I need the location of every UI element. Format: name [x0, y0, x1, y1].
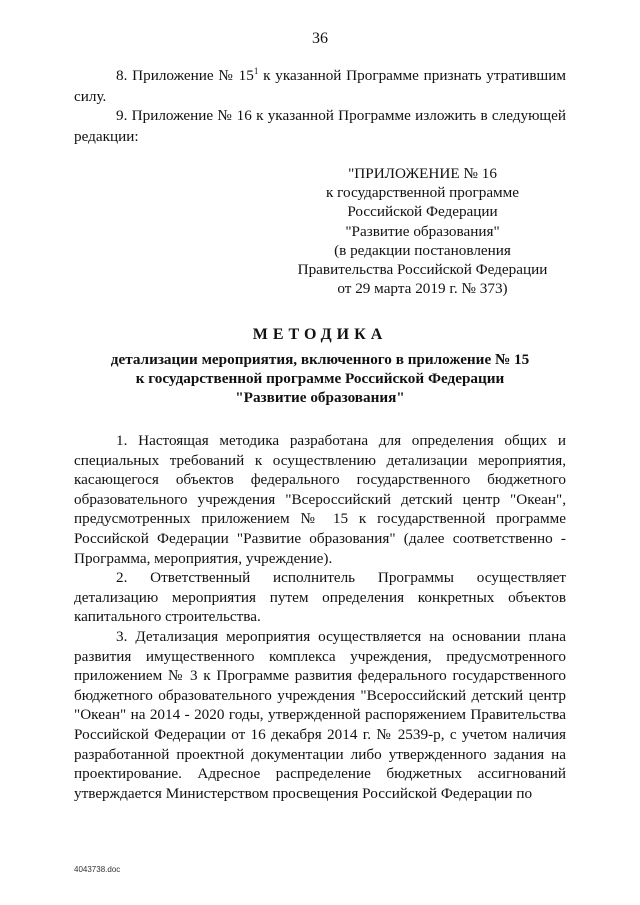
item-8-superscript: 1 — [253, 65, 259, 76]
appendix-header — [290, 164, 555, 298]
appendix-line: к государственной программе — [325, 184, 520, 202]
appendix-line: "Развитие образования" — [345, 222, 500, 240]
item-9-paragraph: 9. Приложение № 16 к указанной Программе изложить в следующей редакции: — [74, 107, 566, 145]
subheading-line: детализации мероприятия, включенного в приложение № 15 — [110, 351, 530, 368]
footer-file-code: 4043738.doc — [74, 865, 121, 874]
appendix-line: (в редакции постановления — [334, 241, 511, 259]
body-paragraph-2: 2. Ответственный исполнитель Программы осуществляет детализацию мероприятия путем определения конкретных объектов капитального строительства. — [74, 569, 566, 626]
document-subheading — [90, 350, 550, 407]
page-number: 36 — [312, 30, 328, 47]
appendix-line: Российской Федерации — [347, 203, 498, 221]
item-8-paragraph — [74, 66, 566, 107]
appendix-line: "ПРИЛОЖЕНИЕ № 16 — [348, 165, 497, 182]
subheading-line: "Развитие образования" — [235, 389, 405, 406]
document-body — [74, 431, 566, 803]
subheading-line: к государственной программе Российской Федерации — [135, 370, 505, 387]
appendix-line: от 29 марта 2019 г. № 373) — [337, 280, 508, 298]
item-8-text-start: 8. Приложение № 15 — [116, 67, 254, 84]
appendix-line: Правительства Российской Федерации — [297, 261, 548, 279]
item-8-text-end: к указанной Программе признать утратившим силу. — [74, 67, 566, 105]
body-paragraph-1: 1. Настоящая методика разработана для определения общих и специальных требований к осуществлению детализации мероприятия, касающегося объектов федерального государственного бюджетного образовательного учреждения "Всероссийский детский центр "Океан", предусмотренных приложением № 15 к государственной программе Российской Федерации "Развитие образования" (далее соответственно - Программа, мероприятия, учреждение). — [74, 432, 566, 567]
document-heading: МЕТОДИКА — [252, 326, 388, 343]
body-paragraph-3: 3. Детализация мероприятия осуществляется на основании плана развития имущественного комплекса учреждения, предусмотренного приложением № 3 к Программе развития федерального государственного бюджетного образовательного учреждения "Всероссийский детский центр "Океан" на 2014 - 2020 годы, утвержденной распоряжением Правительства Российской Федерации от 16 декабря 2014 г. № 2539-р, с учетом наличия разработанной проектной документации либо утвержденного задания на проектирование. Адресное распределение бюджетных ассигнований утверждается Министерством просвещения Российской Федерации по — [74, 627, 566, 802]
